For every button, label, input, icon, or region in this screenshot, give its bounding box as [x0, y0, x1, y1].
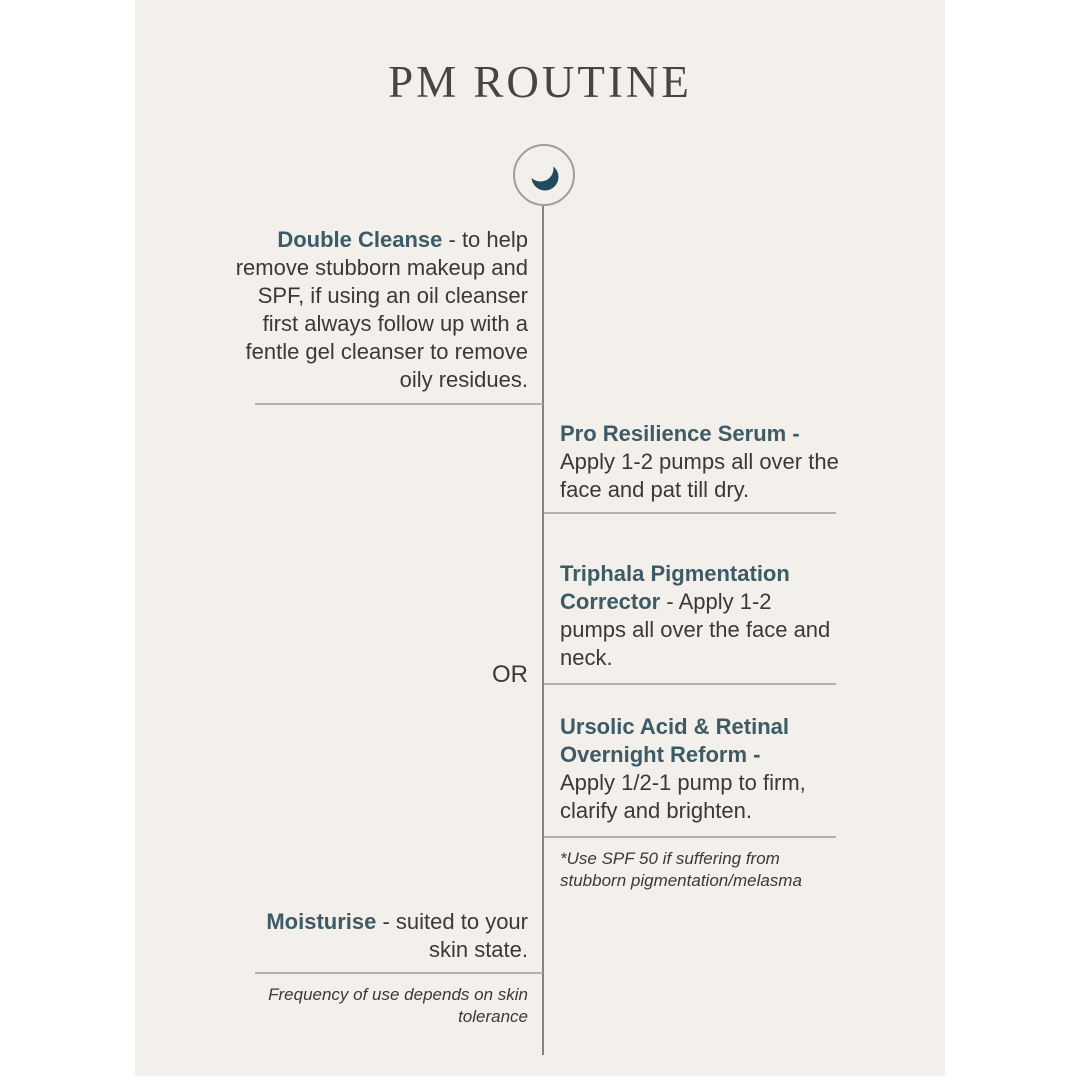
note-spf: *Use SPF 50 if suffering from stubborn pigmentation/melasma [560, 849, 802, 890]
step-pro-resilience-serum [560, 420, 842, 504]
or-label: OR [492, 661, 528, 688]
moon-badge [513, 144, 575, 206]
canvas [135, 0, 945, 1076]
separator-line [544, 512, 836, 514]
step-name: Pro Resilience Serum - [560, 421, 800, 446]
note-frequency: Frequency of use depends on skin tolerance [268, 985, 528, 1026]
step-description: Apply 1/2-1 pump to firm, clarify and brighten. [560, 770, 806, 823]
step-ursolic-acid-retinal-overnight-reform [560, 713, 842, 825]
timeline-line [542, 206, 544, 1055]
step-description: - Apply 1-2 pumps all over the face and neck. [560, 589, 831, 670]
step-description: - to help remove stubborn makeup and SPF, if using an oil cleanser first always follow up with a fentle gel cleanser to remove oily residues. [235, 227, 528, 392]
step-triphala-pigmentation-corrector [560, 560, 842, 672]
separator-line [255, 403, 543, 405]
step-name: Double Cleanse [277, 227, 443, 252]
step-name: Moisturise [266, 909, 377, 934]
step-name: Triphala Pigmentation Corrector [560, 561, 790, 614]
step-name: Ursolic Acid & Retinal Overnight Reform - [560, 714, 790, 767]
separator-line [544, 683, 836, 685]
step-description: - suited to your skin state. [382, 909, 528, 962]
page-title: PM ROUTINE [388, 57, 692, 107]
step-double-cleanse [232, 226, 528, 394]
separator-line [544, 836, 836, 838]
separator-line [255, 972, 543, 974]
step-moisturise [232, 908, 528, 964]
step-description: Apply 1-2 pumps all over the face and pat till dry. [560, 449, 839, 502]
moon-icon [523, 154, 565, 196]
